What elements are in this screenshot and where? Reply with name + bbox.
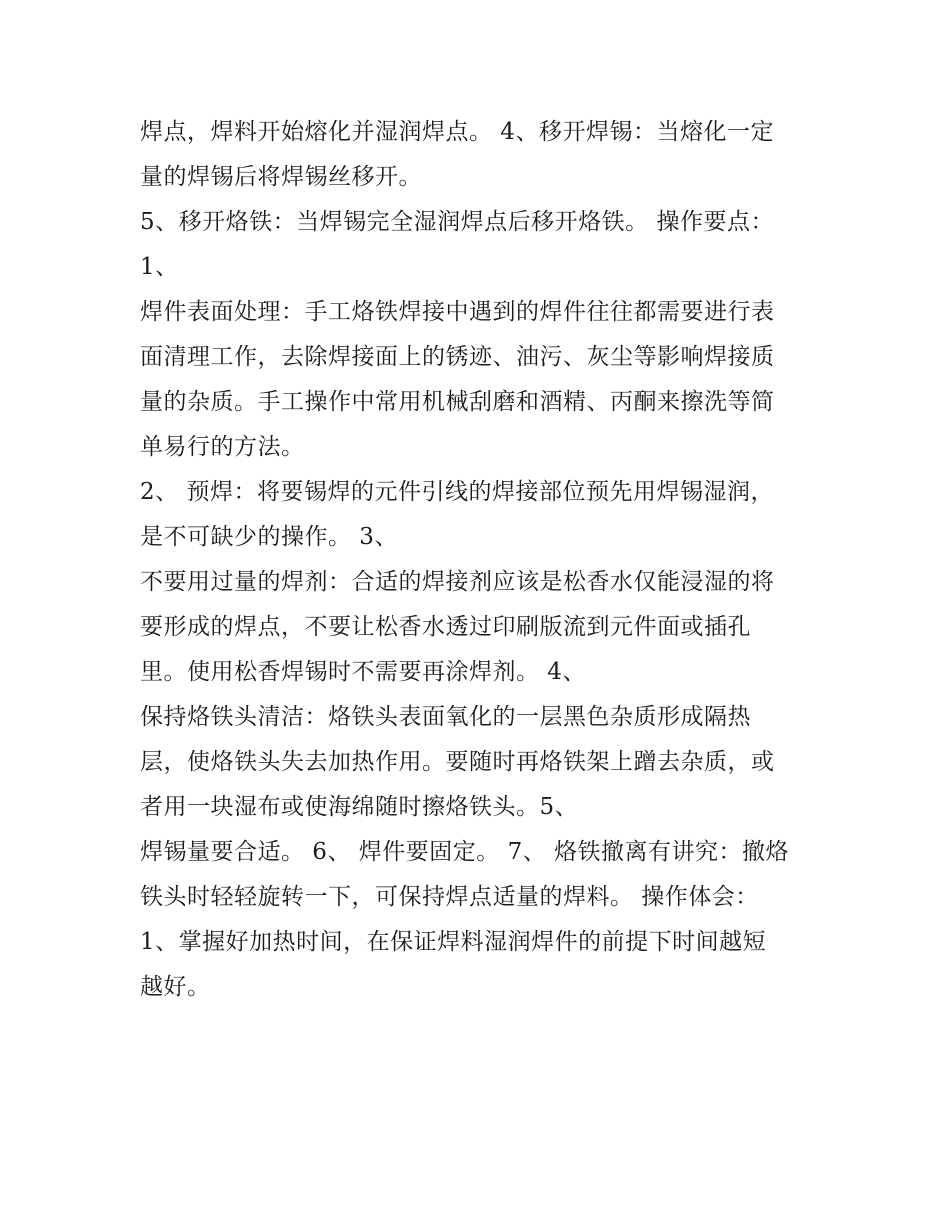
body-text xyxy=(140,110,820,1010)
text-line: 面清理工作，去除焊接面上的锈迹、油污、灰尘等影响焊接质 xyxy=(140,344,775,370)
text-line: 焊锡量要合适。 6、 焊件要固定。 7、 烙铁撤离有讲究：撤烙 xyxy=(140,839,790,865)
text-line: 1、掌握好加热时间，在保证焊料湿润焊件的前提下时间越短 xyxy=(140,929,767,955)
text-line: 里。使用松香焊锡时不需要再涂焊剂。 4、 xyxy=(140,659,586,685)
text-line: 要形成的焊点，不要让松香水透过印刷版流到元件面或插孔 xyxy=(140,614,751,640)
text-line: 是不可缺少的操作。 3、 xyxy=(140,524,398,550)
text-line: 单易行的方法。 xyxy=(140,434,305,460)
text-line: 5、移开烙铁：当焊锡完全湿润焊点后移开烙铁。 操作要点： xyxy=(140,209,774,235)
text-line: 者用一块湿布或使海绵随时擦烙铁头。5、 xyxy=(140,794,579,820)
text-line: 焊点，焊料开始熔化并湿润焊点。 4、移开焊锡：当熔化一定 xyxy=(140,119,774,145)
text-line: 量的焊锡后将焊锡丝移开。 xyxy=(140,164,422,190)
text-line: 越好。 xyxy=(140,974,211,1000)
text-line: 铁头时轻轻旋转一下，可保持焊点适量的焊料。 操作体会： xyxy=(140,884,759,910)
text-line: 1、 xyxy=(140,254,179,280)
text-line: 层，使烙铁头失去加热作用。要随时再烙铁架上蹭去杂质，或 xyxy=(140,749,775,775)
text-line: 量的杂质。手工操作中常用机械刮磨和酒精、丙酮来擦洗等简 xyxy=(140,389,775,415)
text-line: 不要用过量的焊剂：合适的焊接剂应该是松香水仅能浸湿的将 xyxy=(140,569,775,595)
text-line: 保持烙铁头清洁：烙铁头表面氧化的一层黑色杂质形成隔热 xyxy=(140,704,751,730)
text-line: 焊件表面处理：手工烙铁焊接中遇到的焊件往往都需要进行表 xyxy=(140,299,775,325)
text-line: 2、 预焊：将要锡焊的元件引线的焊接部位预先用焊锡湿润， xyxy=(140,479,774,505)
